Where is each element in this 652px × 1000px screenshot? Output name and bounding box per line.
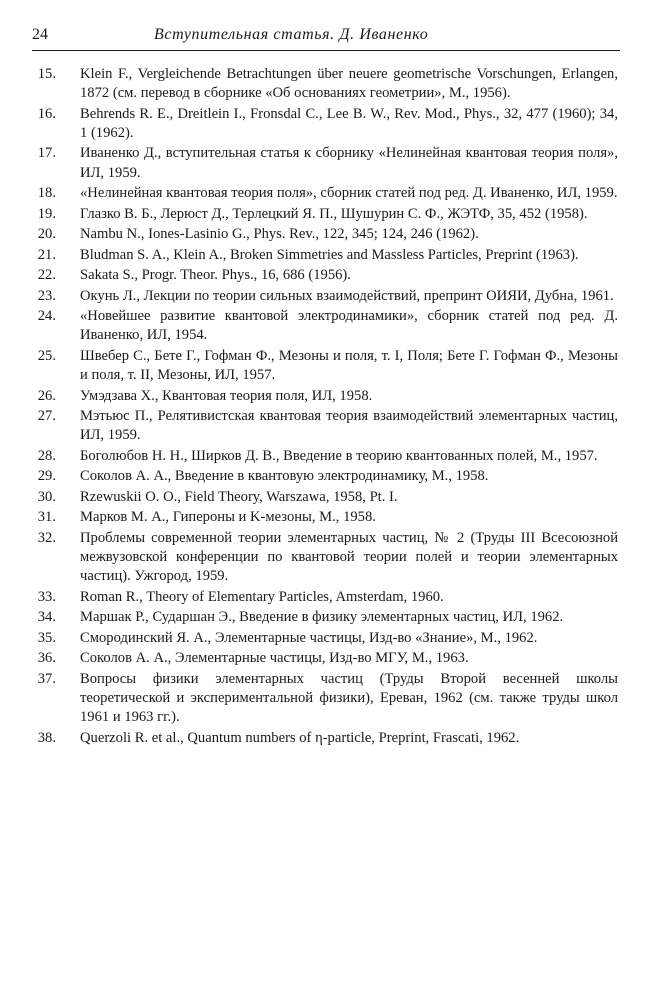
reference-number: 23.	[37, 287, 56, 304]
reference-number: 28.	[37, 447, 56, 464]
reference-number: 38.	[37, 729, 56, 746]
reference-number: 24.	[37, 308, 56, 325]
reference-text: Nambu N., Iones-Lasinio G., Phys. Rev., 122, 345; 124, 246 (1962).	[80, 226, 479, 243]
running-title: Вступительная статья. Д. Иваненко	[154, 26, 429, 43]
reference-text: Rzewuskii O. O., Field Theory, Warszawa, 1958, Pt. I.	[80, 488, 398, 505]
reference-text: Умэдзава Х., Квантовая теория поля, ИЛ, 1958.	[80, 387, 373, 404]
reference-item	[28, 387, 618, 406]
reference-text: Sakata S., Progr. Theor. Phys., 16, 686 (1956).	[80, 267, 351, 284]
reference-number: 35.	[37, 629, 56, 646]
reference-number: 21.	[37, 246, 56, 263]
reference-item	[28, 529, 618, 587]
reference-item	[28, 670, 618, 728]
reference-number: 25.	[37, 347, 56, 364]
reference-number: 18.	[37, 185, 56, 202]
reference-item	[28, 488, 618, 507]
reference-item	[28, 266, 618, 285]
reference-item	[28, 246, 618, 265]
reference-text: Bludman S. A., Klein A., Broken Simmetries and Massless Particles, Preprint (1963).	[80, 246, 579, 263]
reference-item	[28, 588, 618, 607]
reference-item	[28, 144, 618, 182]
reference-number: 33.	[37, 588, 56, 605]
reference-text: Иваненко Д., вступительная статья к сборнику «Нелинейная квантовая теория поля», ИЛ, 1959.	[80, 145, 618, 181]
reference-text: Окунь Л., Лекции по теории сильных взаимодействий, препринт ОИЯИ, Дубна, 1961.	[80, 287, 614, 304]
reference-number: 15.	[37, 66, 56, 82]
reference-item	[28, 649, 618, 668]
reference-item	[28, 184, 618, 203]
reference-item	[28, 608, 618, 627]
reference-number: 34.	[37, 609, 56, 626]
reference-text: Соколов А. А., Элементарные частицы, Изд-во МГУ, М., 1963.	[80, 650, 469, 667]
reference-number: 36.	[37, 650, 56, 667]
reference-text: Соколов А. А., Введение в квантовую электродинамику, М., 1958.	[80, 468, 489, 485]
reference-number: 29.	[37, 468, 56, 485]
reference-text: Маршак Р., Сударшан Э., Введение в физику элементарных частиц, ИЛ, 1962.	[80, 609, 564, 626]
reference-item	[28, 407, 618, 445]
reference-item	[28, 65, 618, 103]
header-rule	[32, 50, 620, 51]
reference-item	[28, 729, 618, 748]
reference-number: 37.	[37, 670, 56, 687]
reference-text: Behrends R. E., Dreitlein I., Fronsdal C., Lee B. W., Rev. Mod., Phys., 32, 477 (1960); 34, 1 (1962).	[80, 105, 618, 141]
reference-number: 17.	[37, 145, 56, 162]
reference-item	[28, 225, 618, 244]
reference-text: Klein F., Vergleichende Betrachtungen über neuere geometrische Vorschungen, Erlangen, 1872 (см. перевод в сборнике «Об основаниях геометрии», М., 1956).	[80, 66, 618, 102]
reference-text: Швебер С., Бете Г., Гофман Ф., Мезоны и поля, т. I, Поля; Бете Г. Гофман Ф., Мезоны и поля, т. II, Мезоны, ИЛ, 1957.	[80, 347, 618, 384]
reference-number: 22.	[37, 267, 56, 284]
reference-number: 19.	[37, 205, 56, 222]
reference-number: 27.	[37, 408, 56, 425]
reference-item	[28, 508, 618, 527]
reference-number: 26.	[37, 387, 56, 404]
reference-text: Мэтьюс П., Релятивистская квантовая теория взаимодействий элементарных частиц, ИЛ, 1959.	[80, 408, 618, 444]
reference-text: Querzoli R. et al., Quantum numbers of η-particle, Preprint, Frascati, 1962.	[80, 729, 520, 746]
reference-text: Roman R., Theory of Elementary Particles, Amsterdam, 1960.	[80, 588, 444, 605]
page-number: 24	[32, 26, 48, 43]
reference-item	[28, 105, 618, 143]
reference-number: 32.	[37, 529, 56, 546]
reference-number: 20.	[37, 226, 56, 243]
reference-item	[28, 447, 618, 466]
reference-text: Боголюбов Н. Н., Ширков Д. В., Введение в теорию квантованных полей, М., 1957.	[80, 447, 598, 464]
reference-number: 16.	[37, 105, 56, 122]
reference-item	[28, 205, 618, 224]
reference-item	[28, 307, 618, 345]
reference-item	[28, 629, 618, 648]
reference-text: Проблемы современной теории элементарных частиц, № 2 (Труды III Всесоюзной межвузовской конференции по квантовой теории полей и теории элементарных частиц). Ужгород, 1959.	[80, 529, 618, 585]
page-header	[32, 26, 620, 48]
reference-text: «Новейшее развитие квантовой электродинамики», сборник статей под ред. Д. Иваненко, ИЛ, 1954.	[80, 308, 618, 344]
reference-item	[28, 347, 618, 385]
reference-number: 31.	[37, 509, 56, 526]
reference-text: Смородинский Я. А., Элементарные частицы, Изд-во «Знание», М., 1962.	[80, 629, 538, 646]
reference-text: «Нелинейная квантовая теория поля», сборник статей под ред. Д. Иваненко, ИЛ, 1959.	[80, 185, 618, 202]
reference-text: Глазко В. Б., Лерюст Д., Терлецкий Я. П., Шушурин С. Ф., ЖЭТФ, 35, 452 (1958).	[80, 205, 588, 222]
reference-number: 30.	[37, 488, 56, 505]
reference-item	[28, 287, 618, 306]
reference-item	[28, 467, 618, 486]
reference-text: Марков М. А., Гипероны и K-мезоны, М., 1958.	[80, 509, 376, 526]
reference-text: Вопросы физики элементарных частиц (Труды Второй весенней школы теоретической и экспериментальной физики), Ереван, 1962 (см. также труды школ 1961 и 1963 гг.).	[80, 670, 618, 726]
reference-list	[28, 65, 618, 749]
